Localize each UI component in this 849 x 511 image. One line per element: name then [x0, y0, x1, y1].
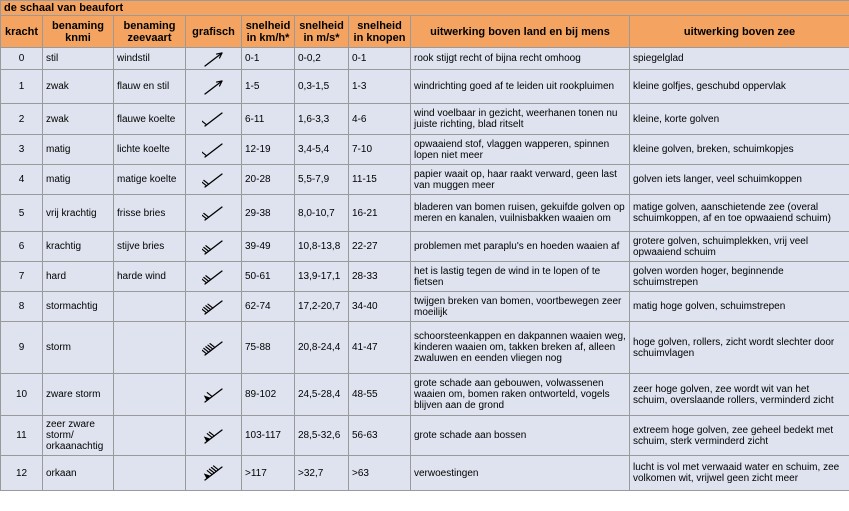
cell-uitwerking-zee: matig hoge golven, schuimstrepen: [630, 292, 849, 322]
cell-kracht: 9: [1, 322, 43, 374]
cell-snelheid-knopen: 41-47: [349, 322, 411, 374]
cell-uitwerking-zee: golven iets langer, veel schuimkoppen: [630, 165, 849, 195]
wind-symbol-icon: [202, 297, 226, 317]
cell-uitwerking-land: rook stijgt recht of bijna recht omhoog: [411, 48, 630, 70]
cell-benaming-zeevaart: matige koelte: [114, 165, 186, 195]
table-title: de schaal van beaufort: [1, 1, 849, 16]
cell-benaming-zeevaart: stijve bries: [114, 232, 186, 262]
cell-uitwerking-land: grote schade aan gebouwen, volwassenen waaien om, bomen raken ontworteld, vogels blijven aan de grond: [411, 374, 630, 416]
header-row: [1, 16, 849, 48]
cell-snelheid-kmh: 62-74: [242, 292, 295, 322]
cell-benaming-knmi: stil: [43, 48, 114, 70]
cell-snelheid-ms: 3,4-5,4: [295, 135, 349, 165]
table-row: [1, 456, 849, 491]
cell-uitwerking-land: verwoestingen: [411, 456, 630, 491]
cell-grafisch: [186, 195, 242, 232]
table-row: [1, 48, 849, 70]
cell-uitwerking-zee: kleine, korte golven: [630, 104, 849, 135]
table-row: [1, 135, 849, 165]
cell-grafisch: [186, 104, 242, 135]
cell-benaming-zeevaart: [114, 416, 186, 456]
cell-uitwerking-zee: golven worden hoger, beginnende schuimstrepen: [630, 262, 849, 292]
wind-symbol-icon: [202, 426, 226, 446]
cell-snelheid-knopen: 16-21: [349, 195, 411, 232]
cell-benaming-zeevaart: windstil: [114, 48, 186, 70]
cell-snelheid-knopen: 4-6: [349, 104, 411, 135]
table-row: [1, 104, 849, 135]
table-row: [1, 262, 849, 292]
cell-benaming-knmi: stormachtig: [43, 292, 114, 322]
cell-kracht: 0: [1, 48, 43, 70]
cell-benaming-zeevaart: frisse bries: [114, 195, 186, 232]
cell-snelheid-knopen: 1-3: [349, 70, 411, 104]
cell-uitwerking-land: opwaaiend stof, vlaggen wapperen, spinnen lopen niet meer: [411, 135, 630, 165]
cell-grafisch: [186, 48, 242, 70]
cell-uitwerking-land: het is lastig tegen de wind in te lopen of te fietsen: [411, 262, 630, 292]
cell-benaming-knmi: zeer zware storm/ orkaanachtig: [43, 416, 114, 456]
cell-snelheid-ms: 0,3-1,5: [295, 70, 349, 104]
cell-grafisch: [186, 70, 242, 104]
cell-uitwerking-zee: lucht is vol met verwaaid water en schuim, zee volkomen wit, vrijwel geen zicht meer: [630, 456, 849, 491]
cell-kracht: 11: [1, 416, 43, 456]
table-row: [1, 374, 849, 416]
cell-uitwerking-land: twijgen breken van bomen, voortbewegen zeer moeilijk: [411, 292, 630, 322]
cell-uitwerking-land: schoorsteenkappen en dakpannen waaien weg, kinderen waaien om, takken breken af, alleen zwaluwen en eenden vliegen nog: [411, 322, 630, 374]
cell-grafisch: [186, 165, 242, 195]
cell-grafisch: [186, 232, 242, 262]
header-knopen: snelheid in knopen: [349, 16, 411, 48]
cell-benaming-zeevaart: [114, 322, 186, 374]
cell-snelheid-kmh: 6-11: [242, 104, 295, 135]
cell-kracht: 4: [1, 165, 43, 195]
cell-uitwerking-zee: hoge golven, rollers, zicht wordt slechter door schuimvlagen: [630, 322, 849, 374]
cell-snelheid-ms: >32,7: [295, 456, 349, 491]
cell-benaming-knmi: krachtig: [43, 232, 114, 262]
cell-snelheid-kmh: 1-5: [242, 70, 295, 104]
cell-benaming-zeevaart: lichte koelte: [114, 135, 186, 165]
cell-uitwerking-zee: extreem hoge golven, zee geheel bedekt met schuim, sterk verminderd zicht: [630, 416, 849, 456]
cell-snelheid-ms: 28,5-32,6: [295, 416, 349, 456]
header-kmh: snelheid in km/h*: [242, 16, 295, 48]
wind-symbol-icon: [202, 463, 226, 483]
cell-kracht: 3: [1, 135, 43, 165]
cell-snelheid-ms: 10,8-13,8: [295, 232, 349, 262]
cell-grafisch: [186, 322, 242, 374]
cell-snelheid-kmh: 0-1: [242, 48, 295, 70]
cell-grafisch: [186, 292, 242, 322]
header-knmi: benaming knmi: [43, 16, 114, 48]
cell-benaming-knmi: zwak: [43, 70, 114, 104]
cell-snelheid-knopen: 0-1: [349, 48, 411, 70]
cell-grafisch: [186, 374, 242, 416]
wind-symbol-icon: [202, 203, 226, 223]
cell-benaming-zeevaart: [114, 292, 186, 322]
table-row: [1, 416, 849, 456]
cell-snelheid-knopen: 7-10: [349, 135, 411, 165]
cell-uitwerking-land: problemen met paraplu's en hoeden waaien af: [411, 232, 630, 262]
cell-benaming-knmi: orkaan: [43, 456, 114, 491]
cell-kracht: 2: [1, 104, 43, 135]
cell-kracht: 6: [1, 232, 43, 262]
cell-snelheid-ms: 24,5-28,4: [295, 374, 349, 416]
cell-snelheid-kmh: 103-117: [242, 416, 295, 456]
cell-snelheid-knopen: >63: [349, 456, 411, 491]
table-row: [1, 195, 849, 232]
cell-uitwerking-zee: grotere golven, schuimplekken, vrij veel opwaaiend schuim: [630, 232, 849, 262]
header-zee: uitwerking boven zee: [630, 16, 849, 48]
header-land: uitwerking boven land en bij mens: [411, 16, 630, 48]
wind-symbol-icon: [202, 77, 226, 97]
cell-kracht: 8: [1, 292, 43, 322]
cell-benaming-knmi: hard: [43, 262, 114, 292]
wind-symbol-icon: [202, 49, 226, 69]
cell-uitwerking-zee: kleine golven, breken, schuimkopjes: [630, 135, 849, 165]
cell-uitwerking-land: papier waait op, haar raakt verward, geen last van muggen meer: [411, 165, 630, 195]
wind-symbol-icon: [202, 140, 226, 160]
cell-snelheid-ms: 17,2-20,7: [295, 292, 349, 322]
cell-snelheid-kmh: 75-88: [242, 322, 295, 374]
cell-snelheid-knopen: 34-40: [349, 292, 411, 322]
cell-kracht: 5: [1, 195, 43, 232]
cell-kracht: 1: [1, 70, 43, 104]
cell-snelheid-kmh: 29-38: [242, 195, 295, 232]
cell-benaming-knmi: matig: [43, 135, 114, 165]
table-row: [1, 232, 849, 262]
table-row: [1, 165, 849, 195]
cell-snelheid-ms: 5,5-7,9: [295, 165, 349, 195]
wind-symbol-icon: [202, 109, 226, 129]
cell-snelheid-kmh: >117: [242, 456, 295, 491]
cell-grafisch: [186, 416, 242, 456]
header-kracht: kracht: [1, 16, 43, 48]
cell-snelheid-knopen: 22-27: [349, 232, 411, 262]
cell-benaming-zeevaart: flauw en stil: [114, 70, 186, 104]
cell-snelheid-ms: 20,8-24,4: [295, 322, 349, 374]
cell-snelheid-ms: 1,6-3,3: [295, 104, 349, 135]
cell-snelheid-kmh: 12-19: [242, 135, 295, 165]
cell-kracht: 10: [1, 374, 43, 416]
cell-snelheid-knopen: 48-55: [349, 374, 411, 416]
cell-benaming-knmi: zware storm: [43, 374, 114, 416]
cell-snelheid-kmh: 50-61: [242, 262, 295, 292]
cell-benaming-knmi: vrij krachtig: [43, 195, 114, 232]
wind-symbol-icon: [202, 170, 226, 190]
header-zeevaart: benaming zeevaart: [114, 16, 186, 48]
cell-grafisch: [186, 262, 242, 292]
cell-snelheid-knopen: 56-63: [349, 416, 411, 456]
title-row: [1, 1, 849, 16]
header-ms: snelheid in m/s*: [295, 16, 349, 48]
cell-benaming-knmi: storm: [43, 322, 114, 374]
table-row: [1, 292, 849, 322]
cell-benaming-zeevaart: [114, 374, 186, 416]
cell-uitwerking-land: windrichting goed af te leiden uit rookpluimen: [411, 70, 630, 104]
cell-snelheid-kmh: 20-28: [242, 165, 295, 195]
cell-grafisch: [186, 456, 242, 491]
cell-uitwerking-zee: kleine golfjes, geschubd oppervlak: [630, 70, 849, 104]
cell-snelheid-kmh: 89-102: [242, 374, 295, 416]
cell-kracht: 12: [1, 456, 43, 491]
cell-benaming-zeevaart: [114, 456, 186, 491]
cell-snelheid-knopen: 11-15: [349, 165, 411, 195]
cell-uitwerking-land: grote schade aan bossen: [411, 416, 630, 456]
wind-symbol-icon: [202, 237, 226, 257]
wind-symbol-icon: [202, 267, 226, 287]
cell-snelheid-ms: 0-0,2: [295, 48, 349, 70]
cell-snelheid-kmh: 39-49: [242, 232, 295, 262]
cell-snelheid-ms: 13,9-17,1: [295, 262, 349, 292]
cell-benaming-knmi: matig: [43, 165, 114, 195]
cell-benaming-zeevaart: flauwe koelte: [114, 104, 186, 135]
table-row: [1, 70, 849, 104]
cell-uitwerking-zee: spiegelglad: [630, 48, 849, 70]
cell-grafisch: [186, 135, 242, 165]
cell-benaming-knmi: zwak: [43, 104, 114, 135]
cell-uitwerking-land: bladeren van bomen ruisen, gekuifde golven op meren en kanalen, vuilnisbakken waaien om: [411, 195, 630, 232]
wind-symbol-icon: [202, 385, 226, 405]
cell-kracht: 7: [1, 262, 43, 292]
cell-benaming-zeevaart: harde wind: [114, 262, 186, 292]
cell-snelheid-ms: 8,0-10,7: [295, 195, 349, 232]
wind-symbol-icon: [202, 338, 226, 358]
cell-uitwerking-zee: matige golven, aanschietende zee (overal schuimkoppen, af en toe opwaaiend schuim): [630, 195, 849, 232]
cell-snelheid-knopen: 28-33: [349, 262, 411, 292]
cell-uitwerking-land: wind voelbaar in gezicht, weerhanen tonen nu juiste richting, blad ritselt: [411, 104, 630, 135]
table-row: [1, 322, 849, 374]
header-grafisch: grafisch: [186, 16, 242, 48]
cell-uitwerking-zee: zeer hoge golven, zee wordt wit van het schuim, overslaande rollers, verminderd zicht: [630, 374, 849, 416]
